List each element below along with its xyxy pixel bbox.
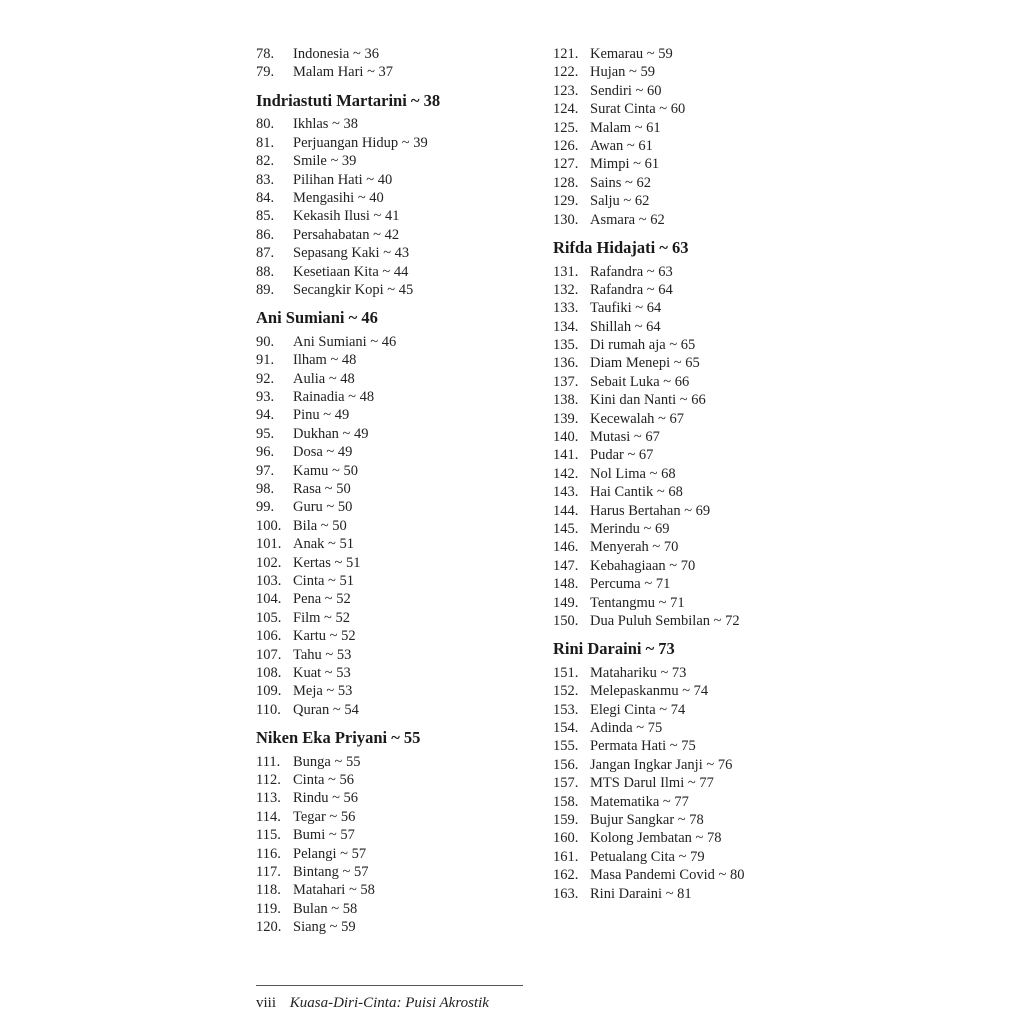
toc-entry — [256, 63, 526, 81]
toc-entry — [553, 336, 833, 354]
toc-entry — [256, 900, 526, 918]
entry-number: 120. — [256, 919, 282, 936]
entry-number: 95. — [256, 425, 275, 442]
toc-entry — [256, 771, 526, 789]
entry-title: Film ~ 52 — [293, 609, 350, 626]
entry-number: 129. — [553, 193, 579, 210]
toc-entry — [553, 756, 833, 774]
toc-entry — [553, 373, 833, 391]
entry-title: Bunga ~ 55 — [293, 753, 361, 770]
entry-title: Taufiki ~ 64 — [590, 300, 662, 317]
entry-title: Percuma ~ 71 — [590, 576, 671, 593]
entry-title: Dua Puluh Sembilan ~ 72 — [590, 612, 740, 629]
entry-number: 140. — [553, 429, 579, 446]
entry-title: Hujan ~ 59 — [590, 64, 656, 81]
entry-number: 80. — [256, 116, 275, 133]
entry-title: Cinta ~ 56 — [293, 772, 355, 789]
book-title: Kuasa-Diri-Cinta: Puisi Akrostik — [289, 995, 489, 1011]
toc-entry — [256, 171, 526, 189]
toc-entry — [256, 443, 526, 461]
toc-entry — [553, 318, 833, 336]
toc-entry — [256, 263, 526, 281]
entry-number: 105. — [256, 609, 282, 626]
entry-number: 114. — [256, 808, 281, 825]
toc-entry — [256, 425, 526, 443]
entry-number: 123. — [553, 82, 579, 99]
toc-entry — [553, 137, 833, 155]
entry-title: Pena ~ 52 — [293, 591, 351, 608]
toc-entry — [553, 520, 833, 538]
toc-entry — [256, 189, 526, 207]
entry-title: Awan ~ 61 — [590, 137, 653, 154]
entry-number: 156. — [553, 756, 579, 773]
entry-number: 139. — [553, 410, 579, 427]
entry-number: 88. — [256, 263, 275, 280]
toc-entry — [256, 682, 526, 700]
toc-entry — [256, 609, 526, 627]
entry-number: 97. — [256, 462, 275, 479]
entry-number: 82. — [256, 153, 275, 170]
entry-number: 153. — [553, 701, 579, 718]
toc-entry — [256, 627, 526, 645]
entry-title: Bila ~ 50 — [293, 517, 347, 534]
entry-number: 118. — [256, 882, 281, 899]
entry-title: Indonesia ~ 36 — [293, 46, 379, 62]
entry-number: 130. — [553, 211, 579, 228]
author-heading: Ani Sumiani ~ 46 — [256, 308, 378, 328]
entry-number: 150. — [553, 612, 579, 629]
entry-title: Pinu ~ 49 — [293, 407, 350, 424]
entry-number: 115. — [256, 827, 281, 844]
toc-entry — [553, 391, 833, 409]
toc-column-right — [553, 45, 833, 903]
entry-number: 100. — [256, 517, 282, 534]
toc-entry — [256, 664, 526, 682]
entry-title: Jangan Ingkar Janji ~ 76 — [590, 756, 733, 773]
entry-number: 94. — [256, 407, 275, 424]
entry-title: Matahariku ~ 73 — [590, 664, 687, 681]
entry-title: Kini dan Nanti ~ 66 — [590, 392, 706, 409]
entry-number: 142. — [553, 465, 579, 482]
entry-title: Bumi ~ 57 — [293, 827, 355, 844]
entry-number: 146. — [553, 539, 579, 556]
entry-number: 157. — [553, 775, 579, 792]
toc-entry — [256, 370, 526, 388]
entry-number: 134. — [553, 318, 579, 335]
toc-entry — [553, 829, 833, 847]
toc-entry — [553, 82, 833, 100]
toc-entry — [553, 848, 833, 866]
entry-number: 110. — [256, 701, 281, 718]
toc-entry — [256, 333, 526, 351]
toc-entry — [553, 538, 833, 556]
entry-number: 107. — [256, 646, 282, 663]
author-heading: Indriastuti Martarini ~ 38 — [256, 90, 441, 110]
entry-title: Cinta ~ 51 — [293, 572, 355, 589]
entry-title: Tahu ~ 53 — [293, 646, 352, 663]
toc-entry — [256, 207, 526, 225]
toc-entry — [553, 612, 833, 630]
toc-entry — [256, 753, 526, 771]
footer-rule — [256, 985, 523, 986]
entry-title: Melepaskanmu ~ 74 — [590, 683, 709, 700]
entry-number: 162. — [553, 867, 579, 884]
toc-entry — [553, 557, 833, 575]
entry-title: Surat Cinta ~ 60 — [590, 101, 686, 118]
entry-number: 143. — [553, 484, 579, 501]
entry-title: Kecewalah ~ 67 — [590, 410, 684, 427]
entry-title: Sepasang Kaki ~ 43 — [293, 245, 410, 262]
entry-title: Adinda ~ 75 — [590, 720, 663, 737]
toc-entry — [256, 152, 526, 170]
toc-entry — [553, 465, 833, 483]
entry-title: Salju ~ 62 — [590, 193, 650, 210]
entry-title: Guru ~ 50 — [293, 499, 353, 516]
entry-title: Petualang Cita ~ 79 — [590, 848, 705, 865]
entry-number: 149. — [553, 594, 579, 611]
entry-title: Rindu ~ 56 — [293, 790, 359, 807]
toc-entry — [256, 244, 526, 262]
toc-entry — [256, 281, 526, 299]
author-heading: Rifda Hidajati ~ 63 — [553, 237, 689, 257]
entry-number: 112. — [256, 772, 281, 789]
entry-number: 90. — [256, 333, 275, 350]
entry-number: 145. — [553, 520, 579, 537]
entry-title: Mengasihi ~ 40 — [293, 189, 384, 206]
entry-number: 103. — [256, 572, 282, 589]
entry-title: Matahari ~ 58 — [293, 882, 375, 899]
entry-number: 126. — [553, 137, 579, 154]
entry-title: Dosa ~ 49 — [293, 444, 353, 461]
entry-number: 81. — [256, 134, 275, 151]
page-footer — [256, 995, 489, 1012]
author-heading: Rini Daraini ~ 73 — [553, 639, 675, 659]
entry-title: Hai Cantik ~ 68 — [590, 484, 683, 501]
entry-title: Menyerah ~ 70 — [590, 539, 679, 556]
entry-number: 117. — [256, 864, 281, 881]
entry-number: 137. — [553, 373, 579, 390]
entry-title: Pudar ~ 67 — [590, 447, 654, 464]
entry-number: 93. — [256, 389, 275, 406]
toc-entry — [256, 646, 526, 664]
entry-number: 106. — [256, 628, 282, 645]
entry-number: 116. — [256, 845, 281, 862]
entry-title: Kebahagiaan ~ 70 — [590, 557, 696, 574]
entry-title: Diam Menepi ~ 65 — [590, 355, 700, 372]
entry-number: 135. — [553, 337, 579, 354]
entry-title: Pilihan Hati ~ 40 — [293, 171, 393, 188]
toc-entry — [553, 811, 833, 829]
entry-title: Kekasih Ilusi ~ 41 — [293, 208, 400, 225]
entry-title: Ilham ~ 48 — [293, 352, 357, 369]
entry-title: Ikhlas ~ 38 — [293, 116, 359, 133]
entry-number: 78. — [256, 46, 275, 62]
entry-title: Kolong Jembatan ~ 78 — [590, 830, 722, 847]
entry-title: Masa Pandemi Covid ~ 80 — [590, 867, 745, 884]
toc-entry — [256, 789, 526, 807]
toc-entry — [256, 351, 526, 369]
entry-number: 158. — [553, 793, 579, 810]
entry-number: 141. — [553, 447, 579, 464]
entry-number: 92. — [256, 370, 275, 387]
toc-entry — [553, 793, 833, 811]
entry-number: 111. — [256, 753, 281, 770]
toc-entry — [553, 155, 833, 173]
entry-title: Di rumah aja ~ 65 — [590, 337, 696, 354]
toc-entry — [553, 737, 833, 755]
entry-number: 83. — [256, 171, 275, 188]
toc-entry — [553, 428, 833, 446]
entry-number: 133. — [553, 300, 579, 317]
toc-entry — [256, 918, 526, 936]
entry-number: 147. — [553, 557, 579, 574]
entry-title: Kemarau ~ 59 — [590, 46, 673, 62]
entry-number: 163. — [553, 885, 579, 902]
entry-number: 159. — [553, 812, 579, 829]
toc-entry — [256, 808, 526, 826]
entry-title: Bujur Sangkar ~ 78 — [590, 812, 704, 829]
toc-entry — [553, 174, 833, 192]
toc-entry — [256, 480, 526, 498]
toc-entry — [553, 281, 833, 299]
entry-number: 91. — [256, 352, 275, 369]
entry-number: 161. — [553, 848, 579, 865]
toc-entry — [553, 885, 833, 903]
entry-number: 124. — [553, 101, 579, 118]
entry-title: Rafandra ~ 63 — [590, 263, 673, 280]
entry-number: 84. — [256, 189, 275, 206]
entry-title: Pelangi ~ 57 — [293, 845, 367, 862]
entry-title: Sebait Luka ~ 66 — [590, 373, 690, 390]
entry-number: 89. — [256, 281, 275, 298]
toc-entry — [553, 664, 833, 682]
toc-entry — [553, 410, 833, 428]
entry-title: Malam Hari ~ 37 — [293, 64, 394, 81]
toc-entry — [553, 575, 833, 593]
toc-entry — [256, 535, 526, 553]
entry-title: Kertas ~ 51 — [293, 554, 361, 571]
toc-entry — [256, 863, 526, 881]
toc-entry — [553, 719, 833, 737]
entry-number: 154. — [553, 720, 579, 737]
entry-title: Aulia ~ 48 — [293, 370, 355, 387]
entry-title: Matematika ~ 77 — [590, 793, 689, 810]
entry-title: Mutasi ~ 67 — [590, 429, 660, 446]
entry-title: Sains ~ 62 — [590, 174, 652, 191]
entry-number: 119. — [256, 900, 281, 917]
entry-number: 132. — [553, 281, 579, 298]
toc-entry — [553, 211, 833, 229]
toc-entry — [553, 483, 833, 501]
toc-entry — [553, 701, 833, 719]
toc-entry — [553, 682, 833, 700]
toc-column-left — [256, 45, 526, 937]
entry-number: 108. — [256, 664, 282, 681]
entry-number: 101. — [256, 536, 282, 553]
toc-entry — [256, 554, 526, 572]
entry-number: 152. — [553, 683, 579, 700]
entry-number: 109. — [256, 683, 282, 700]
entry-title: Rasa ~ 50 — [293, 481, 351, 497]
entry-number: 148. — [553, 576, 579, 593]
toc-entry — [553, 192, 833, 210]
entry-title: Anak ~ 51 — [293, 536, 355, 553]
entry-title: Secangkir Kopi ~ 45 — [293, 281, 414, 298]
entry-number: 86. — [256, 226, 275, 243]
entry-title: Bulan ~ 58 — [293, 900, 358, 917]
entry-title: Quran ~ 54 — [293, 701, 359, 718]
entry-title: Mimpi ~ 61 — [590, 156, 660, 173]
entry-title: Meja ~ 53 — [293, 683, 353, 700]
entry-title: MTS Darul Ilmi ~ 77 — [590, 775, 714, 792]
toc-entry — [256, 134, 526, 152]
entry-number: 136. — [553, 355, 579, 372]
toc-entry — [553, 63, 833, 81]
entry-title: Rafandra ~ 64 — [590, 281, 673, 298]
toc-entry — [553, 866, 833, 884]
entry-title: Tegar ~ 56 — [293, 808, 356, 825]
entry-title: Persahabatan ~ 42 — [293, 226, 400, 243]
toc-entry — [553, 446, 833, 464]
entry-title: Bintang ~ 57 — [293, 864, 369, 881]
toc-entry — [256, 845, 526, 863]
entry-number: 87. — [256, 245, 275, 262]
entry-number: 151. — [553, 664, 579, 681]
entry-number: 96. — [256, 444, 275, 461]
entry-number: 121. — [553, 46, 579, 62]
entry-title: Perjuangan Hidup ~ 39 — [293, 134, 428, 151]
entry-number: 79. — [256, 64, 275, 81]
entry-title: Elegi Cinta ~ 74 — [590, 701, 686, 718]
entry-number: 160. — [553, 830, 579, 847]
entry-title: Sendiri ~ 60 — [590, 82, 662, 99]
toc-entry — [256, 826, 526, 844]
toc-entry — [553, 502, 833, 520]
toc-entry — [256, 498, 526, 516]
toc-entry — [256, 462, 526, 480]
toc-entry — [256, 115, 526, 133]
entry-title: Harus Bertahan ~ 69 — [590, 502, 711, 519]
entry-number: 125. — [553, 119, 579, 136]
entry-number: 144. — [553, 502, 579, 519]
toc-entry — [553, 45, 833, 63]
toc-entry — [256, 406, 526, 424]
entry-number: 131. — [553, 263, 579, 280]
entry-number: 127. — [553, 156, 579, 173]
entry-title: Asmara ~ 62 — [590, 211, 665, 228]
author-heading: Niken Eka Priyani ~ 55 — [256, 728, 421, 748]
entry-title: Malam ~ 61 — [590, 119, 661, 136]
entry-number: 99. — [256, 499, 275, 516]
entry-title: Rainadia ~ 48 — [293, 389, 375, 406]
toc-entry — [256, 590, 526, 608]
entry-title: Merindu ~ 69 — [590, 520, 670, 537]
entry-title: Kesetiaan Kita ~ 44 — [293, 263, 409, 280]
entry-number: 113. — [256, 790, 281, 807]
toc-entry — [553, 774, 833, 792]
entry-number: 98. — [256, 481, 275, 497]
entry-number: 102. — [256, 554, 282, 571]
entry-title: Dukhan ~ 49 — [293, 425, 369, 442]
toc-entry — [553, 299, 833, 317]
toc-entry — [553, 119, 833, 137]
toc-entry — [256, 45, 526, 63]
entry-title: Smile ~ 39 — [293, 153, 357, 170]
entry-number: 128. — [553, 174, 579, 191]
entry-title: Kuat ~ 53 — [293, 664, 351, 681]
entry-number: 155. — [553, 738, 579, 755]
toc-entry — [256, 388, 526, 406]
entry-number: 122. — [553, 64, 579, 81]
toc-entry — [256, 881, 526, 899]
entry-title: Kartu ~ 52 — [293, 628, 356, 645]
entry-title: Nol Lima ~ 68 — [590, 465, 676, 482]
toc-entry — [256, 572, 526, 590]
toc-entry — [553, 100, 833, 118]
entry-title: Tentangmu ~ 71 — [590, 594, 685, 611]
entry-number: 138. — [553, 392, 579, 409]
toc-entry — [553, 594, 833, 612]
entry-title: Kamu ~ 50 — [293, 462, 359, 479]
toc-entry — [256, 701, 526, 719]
toc-entry — [553, 354, 833, 372]
entry-title: Shillah ~ 64 — [590, 318, 661, 335]
toc-entry — [256, 517, 526, 535]
page-number: viii — [256, 995, 277, 1011]
entry-title: Siang ~ 59 — [293, 919, 356, 936]
entry-number: 104. — [256, 591, 282, 608]
entry-number: 85. — [256, 208, 275, 225]
entry-title: Rini Daraini ~ 81 — [590, 885, 692, 902]
toc-entry — [553, 263, 833, 281]
entry-title: Ani Sumiani ~ 46 — [293, 333, 397, 350]
entry-title: Permata Hati ~ 75 — [590, 738, 696, 755]
toc-entry — [256, 226, 526, 244]
